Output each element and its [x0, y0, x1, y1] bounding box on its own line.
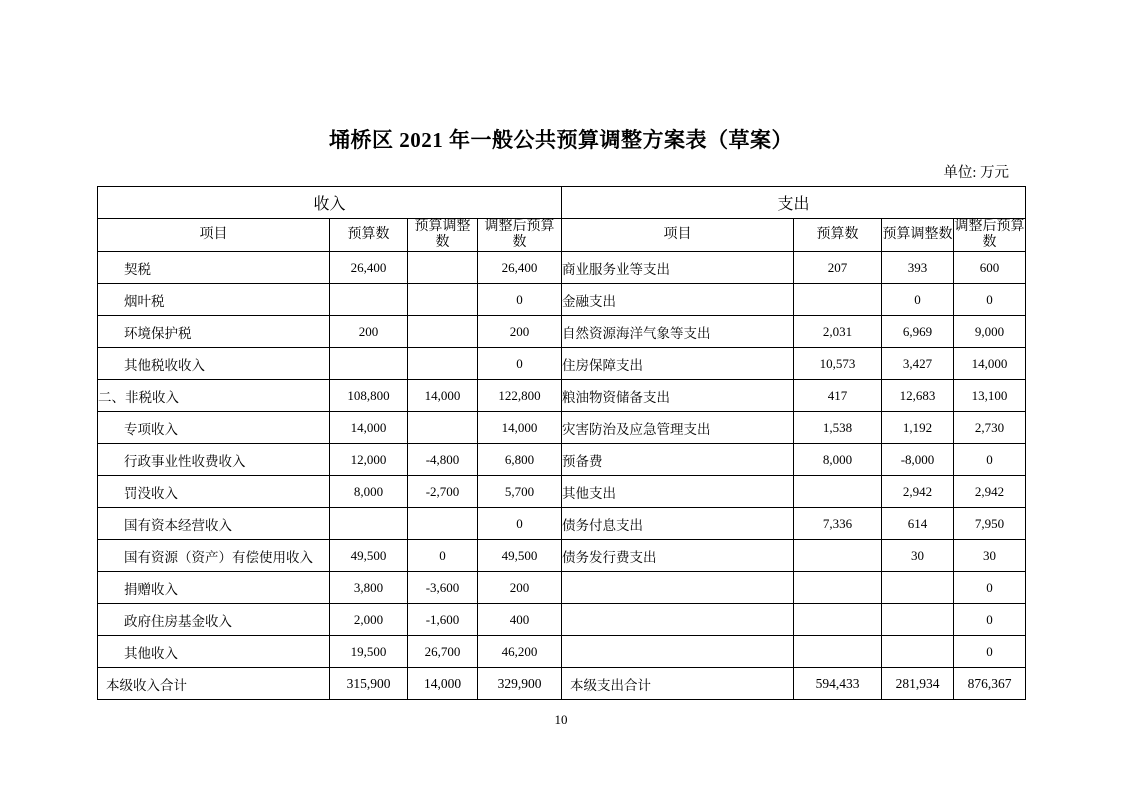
- income-adjust-cell: [408, 508, 478, 540]
- expenditure-after-cell: 30: [954, 540, 1026, 572]
- income-after-cell: 400: [478, 604, 562, 636]
- income-item-cell: 契税: [98, 252, 330, 284]
- column-header-income-adjust: 预算调整数: [408, 219, 478, 252]
- expenditure-adjust-cell: 2,942: [882, 476, 954, 508]
- income-adjust-cell: -3,600: [408, 572, 478, 604]
- expenditure-budget-cell: 1,538: [794, 412, 882, 444]
- income-budget-cell: 49,500: [330, 540, 408, 572]
- table-row: [98, 252, 1026, 284]
- expenditure-after-cell: 13,100: [954, 380, 1026, 412]
- income-after-cell: 5,700: [478, 476, 562, 508]
- expenditure-budget-cell: [794, 572, 882, 604]
- income-adjust-cell: 14,000: [408, 380, 478, 412]
- expenditure-item-cell: 金融支出: [562, 284, 794, 316]
- expenditure-item-cell: 商业服务业等支出: [562, 252, 794, 284]
- expenditure-item-cell: [562, 604, 794, 636]
- table-row: [98, 380, 1026, 412]
- expenditure-after-cell: 2,730: [954, 412, 1026, 444]
- group-header-expenditure: 支出: [562, 187, 1026, 219]
- income-adjust-cell: -2,700: [408, 476, 478, 508]
- expenditure-adjust-cell: [882, 572, 954, 604]
- expenditure-adjust-cell: 614: [882, 508, 954, 540]
- income-adjust-cell: 26,700: [408, 636, 478, 668]
- expenditure-after-cell: 0: [954, 444, 1026, 476]
- income-item-cell: 捐赠收入: [98, 572, 330, 604]
- table-row: [98, 444, 1026, 476]
- income-after-cell: 122,800: [478, 380, 562, 412]
- income-adjust-cell: [408, 316, 478, 348]
- table-row: [98, 284, 1026, 316]
- income-adjust-cell: -4,800: [408, 444, 478, 476]
- income-budget-cell: 2,000: [330, 604, 408, 636]
- income-item-cell: 罚没收入: [98, 476, 330, 508]
- expenditure-item-cell: 住房保障支出: [562, 348, 794, 380]
- column-header-exp-after: 调整后预算数: [954, 219, 1025, 251]
- expenditure-after-cell: 7,950: [954, 508, 1026, 540]
- expenditure-after-cell: 14,000: [954, 348, 1026, 380]
- income-item-cell: 环境保护税: [98, 316, 330, 348]
- income-item-cell: 其他税收收入: [98, 348, 330, 380]
- table-row: [98, 572, 1026, 604]
- expenditure-budget-cell: 10,573: [794, 348, 882, 380]
- income-budget-cell: [330, 508, 408, 540]
- total-expenditure-label: 本级支出合计: [562, 668, 794, 700]
- table-row: [98, 540, 1026, 572]
- expenditure-budget-cell: [794, 636, 882, 668]
- income-budget-cell: [330, 348, 408, 380]
- expenditure-adjust-cell: 3,427: [882, 348, 954, 380]
- table-row: [98, 604, 1026, 636]
- column-header-row: [98, 219, 1026, 252]
- income-item-cell: 二、非税收入: [98, 380, 330, 412]
- unit-label: 单位: 万元: [943, 165, 1009, 181]
- income-after-cell: 0: [478, 284, 562, 316]
- income-item-cell: 行政事业性收费收入: [98, 444, 330, 476]
- expenditure-adjust-cell: [882, 604, 954, 636]
- expenditure-item-cell: [562, 572, 794, 604]
- expenditure-item-cell: 灾害防治及应急管理支出: [562, 412, 794, 444]
- column-header-income-budget: 预算数: [330, 219, 408, 252]
- expenditure-item-cell: 债务发行费支出: [562, 540, 794, 572]
- income-item-cell: 专项收入: [98, 412, 330, 444]
- income-adjust-cell: [408, 348, 478, 380]
- expenditure-budget-cell: [794, 476, 882, 508]
- total-expenditure-after: 876,367: [954, 668, 1026, 700]
- income-budget-cell: 19,500: [330, 636, 408, 668]
- income-after-cell: 14,000: [478, 412, 562, 444]
- table-row: [98, 476, 1026, 508]
- page-number: 10: [554, 712, 568, 727]
- income-budget-cell: 12,000: [330, 444, 408, 476]
- page-title: 埇桥区 2021 年一般公共预算调整方案表（草案）: [329, 128, 793, 152]
- expenditure-adjust-cell: 0: [882, 284, 954, 316]
- income-budget-cell: 3,800: [330, 572, 408, 604]
- column-header-income-item: 项目: [98, 219, 330, 252]
- income-after-cell: 0: [478, 508, 562, 540]
- income-budget-cell: [330, 284, 408, 316]
- expenditure-after-cell: 0: [954, 604, 1026, 636]
- column-header-exp-adjust: 预算调整数: [882, 219, 954, 252]
- total-income-budget: 315,900: [330, 668, 408, 700]
- income-item-cell: 政府住房基金收入: [98, 604, 330, 636]
- expenditure-adjust-cell: 393: [882, 252, 954, 284]
- column-header-income-after: 调整后预算数: [478, 219, 562, 252]
- table-row: [98, 316, 1026, 348]
- expenditure-item-cell: 其他支出: [562, 476, 794, 508]
- expenditure-budget-cell: 417: [794, 380, 882, 412]
- expenditure-budget-cell: [794, 604, 882, 636]
- income-item-cell: 其他收入: [98, 636, 330, 668]
- expenditure-item-cell: 自然资源海洋气象等支出: [562, 316, 794, 348]
- expenditure-after-cell: 0: [954, 572, 1026, 604]
- income-after-cell: 200: [478, 572, 562, 604]
- group-header-row: [98, 187, 1026, 219]
- expenditure-budget-cell: [794, 284, 882, 316]
- income-adjust-cell: [408, 284, 478, 316]
- expenditure-adjust-cell: [882, 636, 954, 668]
- income-adjust-cell: -1,600: [408, 604, 478, 636]
- expenditure-adjust-cell: -8,000: [882, 444, 954, 476]
- income-budget-cell: 200: [330, 316, 408, 348]
- income-after-cell: 6,800: [478, 444, 562, 476]
- table-row: [98, 348, 1026, 380]
- budget-adjustment-table: [97, 186, 1026, 700]
- expenditure-after-cell: 0: [954, 636, 1026, 668]
- income-after-cell: 26,400: [478, 252, 562, 284]
- table-row: [98, 636, 1026, 668]
- income-item-cell: 烟叶税: [98, 284, 330, 316]
- expenditure-budget-cell: 207: [794, 252, 882, 284]
- group-header-income: 收入: [98, 187, 562, 219]
- income-adjust-cell: [408, 412, 478, 444]
- total-income-adjust: 14,000: [408, 668, 478, 700]
- expenditure-budget-cell: 7,336: [794, 508, 882, 540]
- table-row: [98, 412, 1026, 444]
- expenditure-after-cell: 9,000: [954, 316, 1026, 348]
- income-budget-cell: 8,000: [330, 476, 408, 508]
- expenditure-adjust-cell: 6,969: [882, 316, 954, 348]
- income-after-cell: 49,500: [478, 540, 562, 572]
- income-after-cell: 0: [478, 348, 562, 380]
- column-header-exp-item: 项目: [562, 219, 794, 252]
- income-after-cell: 200: [478, 316, 562, 348]
- total-income-label: 本级收入合计: [98, 668, 330, 700]
- expenditure-adjust-cell: 12,683: [882, 380, 954, 412]
- income-adjust-cell: 0: [408, 540, 478, 572]
- column-header-exp-budget: 预算数: [794, 219, 882, 252]
- expenditure-after-cell: 2,942: [954, 476, 1026, 508]
- income-after-cell: 46,200: [478, 636, 562, 668]
- expenditure-item-cell: 粮油物资储备支出: [562, 380, 794, 412]
- total-expenditure-adjust: 281,934: [882, 668, 954, 700]
- income-budget-cell: 14,000: [330, 412, 408, 444]
- expenditure-item-cell: [562, 636, 794, 668]
- expenditure-budget-cell: 8,000: [794, 444, 882, 476]
- expenditure-after-cell: 600: [954, 252, 1026, 284]
- expenditure-adjust-cell: 1,192: [882, 412, 954, 444]
- expenditure-budget-cell: [794, 540, 882, 572]
- total-income-after: 329,900: [478, 668, 562, 700]
- expenditure-budget-cell: 2,031: [794, 316, 882, 348]
- income-budget-cell: 108,800: [330, 380, 408, 412]
- expenditure-item-cell: 债务付息支出: [562, 508, 794, 540]
- income-adjust-cell: [408, 252, 478, 284]
- income-budget-cell: 26,400: [330, 252, 408, 284]
- income-item-cell: 国有资本经营收入: [98, 508, 330, 540]
- table-row: [98, 508, 1026, 540]
- total-expenditure-budget: 594,433: [794, 668, 882, 700]
- expenditure-after-cell: 0: [954, 284, 1026, 316]
- income-item-cell: 国有资源（资产）有偿使用收入: [98, 540, 330, 572]
- total-row: [98, 668, 1026, 700]
- expenditure-item-cell: 预备费: [562, 444, 794, 476]
- expenditure-adjust-cell: 30: [882, 540, 954, 572]
